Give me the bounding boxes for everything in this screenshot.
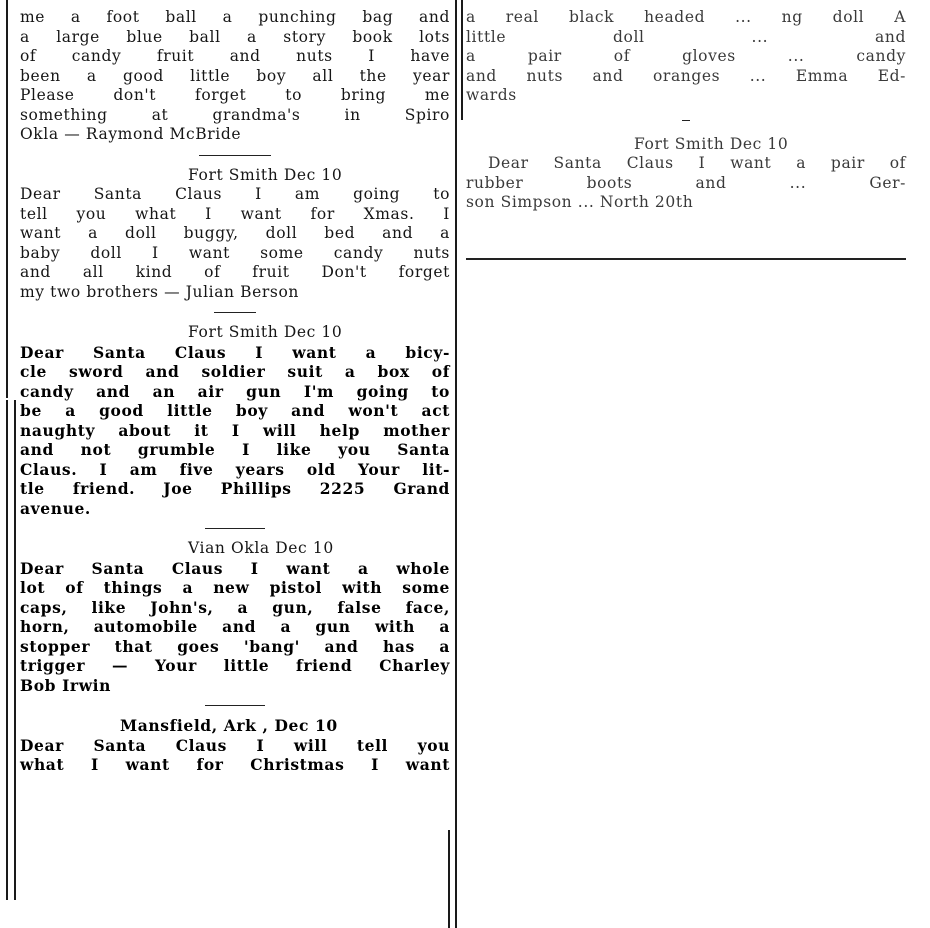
separator-rule: [682, 120, 690, 121]
separator-rule: [205, 705, 265, 706]
left-column: [20, 8, 450, 775]
separator-rule: [214, 312, 256, 313]
text-line: of candy fruit and nuts I have: [20, 47, 450, 65]
text-line: horn, automobile and a gun with a: [20, 617, 450, 636]
signature-line: Okla — Raymond McBride: [20, 125, 242, 143]
column-rule-left-upper: [6, 0, 8, 398]
text-line: a large blue ball a story book lots: [20, 27, 450, 46]
dateline: Mansfield, Ark , Dec 10: [120, 716, 338, 735]
text-line: been a good little boy all the year: [20, 66, 450, 85]
separator-rule: [199, 155, 271, 156]
text-line: stopper that goes 'bang' and has a: [20, 636, 450, 656]
text-line: Please don't forget to bring me: [20, 86, 450, 104]
right-column: [466, 8, 906, 213]
text-line: and nuts and oranges ... Emma Ed-: [466, 66, 906, 85]
text-line: tell you what I want for Xmas. I: [20, 204, 450, 223]
letter-emma-edwards: [466, 8, 906, 106]
text-line: baby doll I want some candy nuts: [20, 243, 450, 262]
column-rule-left-lower: [6, 400, 8, 900]
text-line: and not grumble I like you Santa: [20, 440, 450, 459]
text-line: Dear Santa Claus I want a whole: [20, 558, 450, 578]
text-line: little doll ... and: [466, 27, 906, 46]
text-line: cle sword and soldier suit a box of: [20, 362, 450, 381]
letter-charley-bob-irwin: [20, 539, 450, 695]
text-line: tle friend. Joe Phillips 2225 Grand: [20, 479, 450, 498]
letter-gerson-simpson: [466, 135, 906, 213]
text-line: avenue.: [20, 498, 91, 518]
text-line: Dear Santa Claus I want a pair of: [488, 154, 906, 172]
signature-line: wards: [466, 86, 517, 104]
text-line: a real black headed ... ng doll A: [466, 8, 906, 26]
text-line: Dear Santa Claus I am going to: [20, 185, 450, 203]
signature-line: son Simpson ... North 20th: [466, 193, 694, 211]
dateline: Vian Okla Dec 10: [188, 539, 334, 557]
text-line: naughty about it I will help mother: [20, 420, 450, 440]
text-line: what I want for Christmas I want: [20, 755, 450, 774]
text-line: lot of things a new pistol with some: [20, 578, 450, 597]
text-line: caps, like John's, a gun, false face,: [20, 597, 450, 617]
text-line: candy and an air gun I'm going to: [20, 381, 450, 401]
text-line: trigger — Your little friend Charley: [20, 656, 450, 675]
letter-julian-berson: [20, 166, 450, 303]
text-line: me a foot ball a punching bag and: [20, 8, 450, 26]
signature-line: my two brothers — Julian Berson: [20, 282, 300, 301]
column-rule-left-inner: [14, 400, 16, 900]
text-line: rubber boots and ... Ger-: [466, 173, 906, 192]
text-line: a pair of gloves ... candy: [466, 47, 906, 65]
separator-rule: [205, 528, 265, 529]
letter-joe-phillips: [20, 323, 450, 518]
column-rule-middle-short: [461, 0, 463, 120]
dateline: Fort Smith Dec 10: [188, 165, 343, 184]
text-line: be a good little boy and won't act: [20, 401, 450, 420]
column-rule-middle: [455, 0, 457, 928]
letter-mansfield: [20, 716, 450, 775]
letter-raymond-mcbride: [20, 8, 450, 145]
dateline: Fort Smith Dec 10: [634, 134, 789, 153]
signature-line: Bob Irwin: [20, 675, 111, 695]
text-line: Claus. I am five years old Your lit-: [20, 459, 450, 479]
text-line: want a doll buggy, doll bed and a: [20, 224, 450, 242]
dateline: Fort Smith Dec 10: [188, 323, 343, 341]
text-line: something at grandma's in Spiro: [20, 105, 450, 124]
text-line: Dear Santa Claus I want a bicy-: [20, 342, 450, 362]
column-rule-middle-lower: [448, 830, 450, 928]
text-line: and all kind of fruit Don't forget: [20, 263, 450, 281]
text-line: Dear Santa Claus I will tell you: [20, 735, 450, 755]
end-rule: [466, 258, 906, 260]
